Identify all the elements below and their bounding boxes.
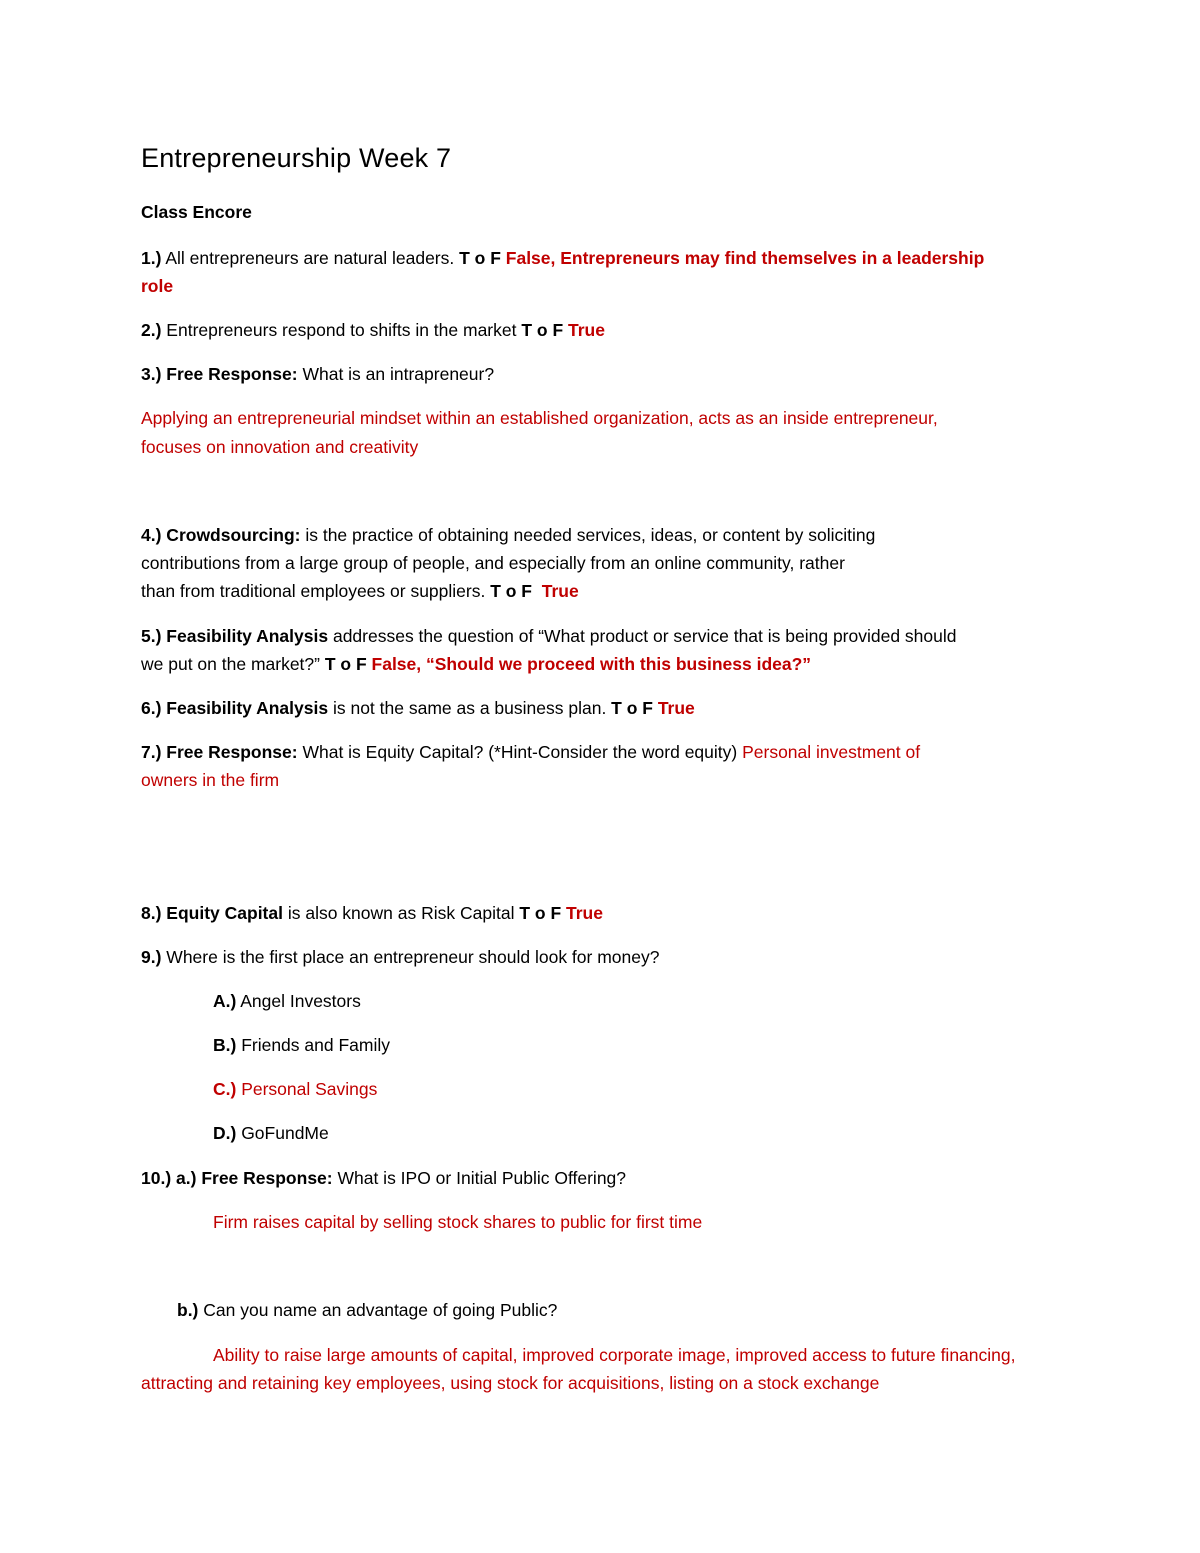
option-letter: C.) (213, 1079, 237, 1099)
question-number: 8.) (141, 903, 162, 923)
question-5-end (141, 650, 811, 678)
question-text: is not the same as a business plan. (328, 698, 612, 718)
question-5 (141, 622, 957, 650)
answer-text: False, Entrepreneurs may find themselves in a leadership (500, 248, 985, 268)
question-4-end (141, 577, 579, 605)
answer-text: Firm raises capital by selling stock shares to public for first time (213, 1212, 703, 1232)
answer-text: True (563, 320, 605, 340)
question-3 (141, 360, 494, 388)
question-text: Where is the first place an entrepreneur should look for money? (161, 947, 660, 967)
option-a (213, 987, 361, 1015)
question-text: addresses the question of “What product or service that is being provided should (328, 626, 957, 646)
answer-text: Ability to raise large amounts of capital, improved corporate image, improved access to future financing, attracting and retaining key employees, using stock for acquisitions, listing on a stock exchange (141, 1345, 1016, 1393)
option-letter: A.) (213, 991, 237, 1011)
option-b (213, 1031, 390, 1059)
question-text: is the practice of obtaining needed services, ideas, or content by soliciting (300, 525, 876, 545)
option-d (213, 1119, 329, 1147)
answer-text: Personal investment of (742, 742, 921, 762)
document-subtitle: Class Encore (141, 202, 252, 222)
true-false-marker: T o F (611, 698, 653, 718)
true-false-marker: T o F (459, 248, 501, 268)
true-false-marker: T o F (324, 654, 367, 674)
question-label: Free Response: (196, 1168, 333, 1188)
question-text: than from traditional employees or suppliers. (141, 581, 491, 601)
question-term: Feasibility Analysis (161, 698, 329, 718)
true-false-marker: T o F (490, 581, 532, 601)
true-false-marker: T o F (519, 903, 562, 923)
option-text: Friends and Family (236, 1035, 390, 1055)
option-text: Angel Investors (236, 991, 361, 1011)
document-title: Entrepreneurship Week 7 (141, 143, 452, 173)
answer-text: focuses on innovation and creativity (141, 437, 419, 457)
option-letter: D.) (213, 1123, 237, 1143)
answer-text: True (532, 581, 579, 601)
question-9 (141, 943, 659, 971)
question-text: we put on the market?” (141, 654, 325, 674)
question-number: 1.) (141, 248, 162, 268)
question-part: a.) (171, 1168, 197, 1188)
question-text: is also known as Risk Capital (282, 903, 520, 923)
question-1 (141, 244, 984, 272)
question-term: Equity Capital (161, 903, 283, 923)
answer-continuation: owners in the firm (141, 770, 280, 790)
question-number: 3.) (141, 364, 162, 384)
question-10b (177, 1296, 557, 1324)
question-number: 4.) (141, 525, 162, 545)
question-text: What is IPO or Initial Public Offering? (332, 1168, 627, 1188)
answer-continuation: role (141, 276, 174, 296)
question-term: Crowdsourcing: (161, 525, 301, 545)
question-number: 7.) (141, 742, 162, 762)
question-text: Entrepreneurs respond to shifts in the market (161, 320, 522, 340)
question-number: 10.) (141, 1168, 172, 1188)
question-text: All entrepreneurs are natural leaders. (161, 248, 460, 268)
question-label: Free Response: (161, 742, 298, 762)
question-text: What is an intrapreneur? (297, 364, 495, 384)
question-10 (141, 1164, 626, 1192)
question-number: 6.) (141, 698, 162, 718)
question-text: Can you name an advantage of going Public? (198, 1300, 558, 1320)
true-false-marker: T o F (521, 320, 564, 340)
question-part: b.) (177, 1300, 199, 1320)
question-6 (141, 694, 695, 722)
option-c-correct (213, 1075, 377, 1103)
question-number: 9.) (141, 947, 162, 967)
question-term: Feasibility Analysis (161, 626, 329, 646)
option-letter: B.) (213, 1035, 237, 1055)
answer-text: True (652, 698, 695, 718)
option-text: Personal Savings (236, 1079, 378, 1099)
answer-text: False, “Should we proceed with this business idea?” (366, 654, 812, 674)
question-text: contributions from a large group of people, and especially from an online community, rather (141, 553, 845, 573)
question-2 (141, 316, 605, 344)
answer-text: Applying an entrepreneurial mindset within an established organization, acts as an inside entrepreneur, (141, 408, 938, 428)
question-4 (141, 521, 875, 549)
question-7 (141, 738, 920, 766)
question-number: 5.) (141, 626, 162, 646)
question-number: 2.) (141, 320, 162, 340)
question-label: Free Response: (161, 364, 298, 384)
question-8 (141, 899, 603, 927)
question-text: What is Equity Capital? (*Hint-Consider the word equity) (297, 742, 743, 762)
answer-text: True (561, 903, 603, 923)
option-text: GoFundMe (236, 1123, 329, 1143)
